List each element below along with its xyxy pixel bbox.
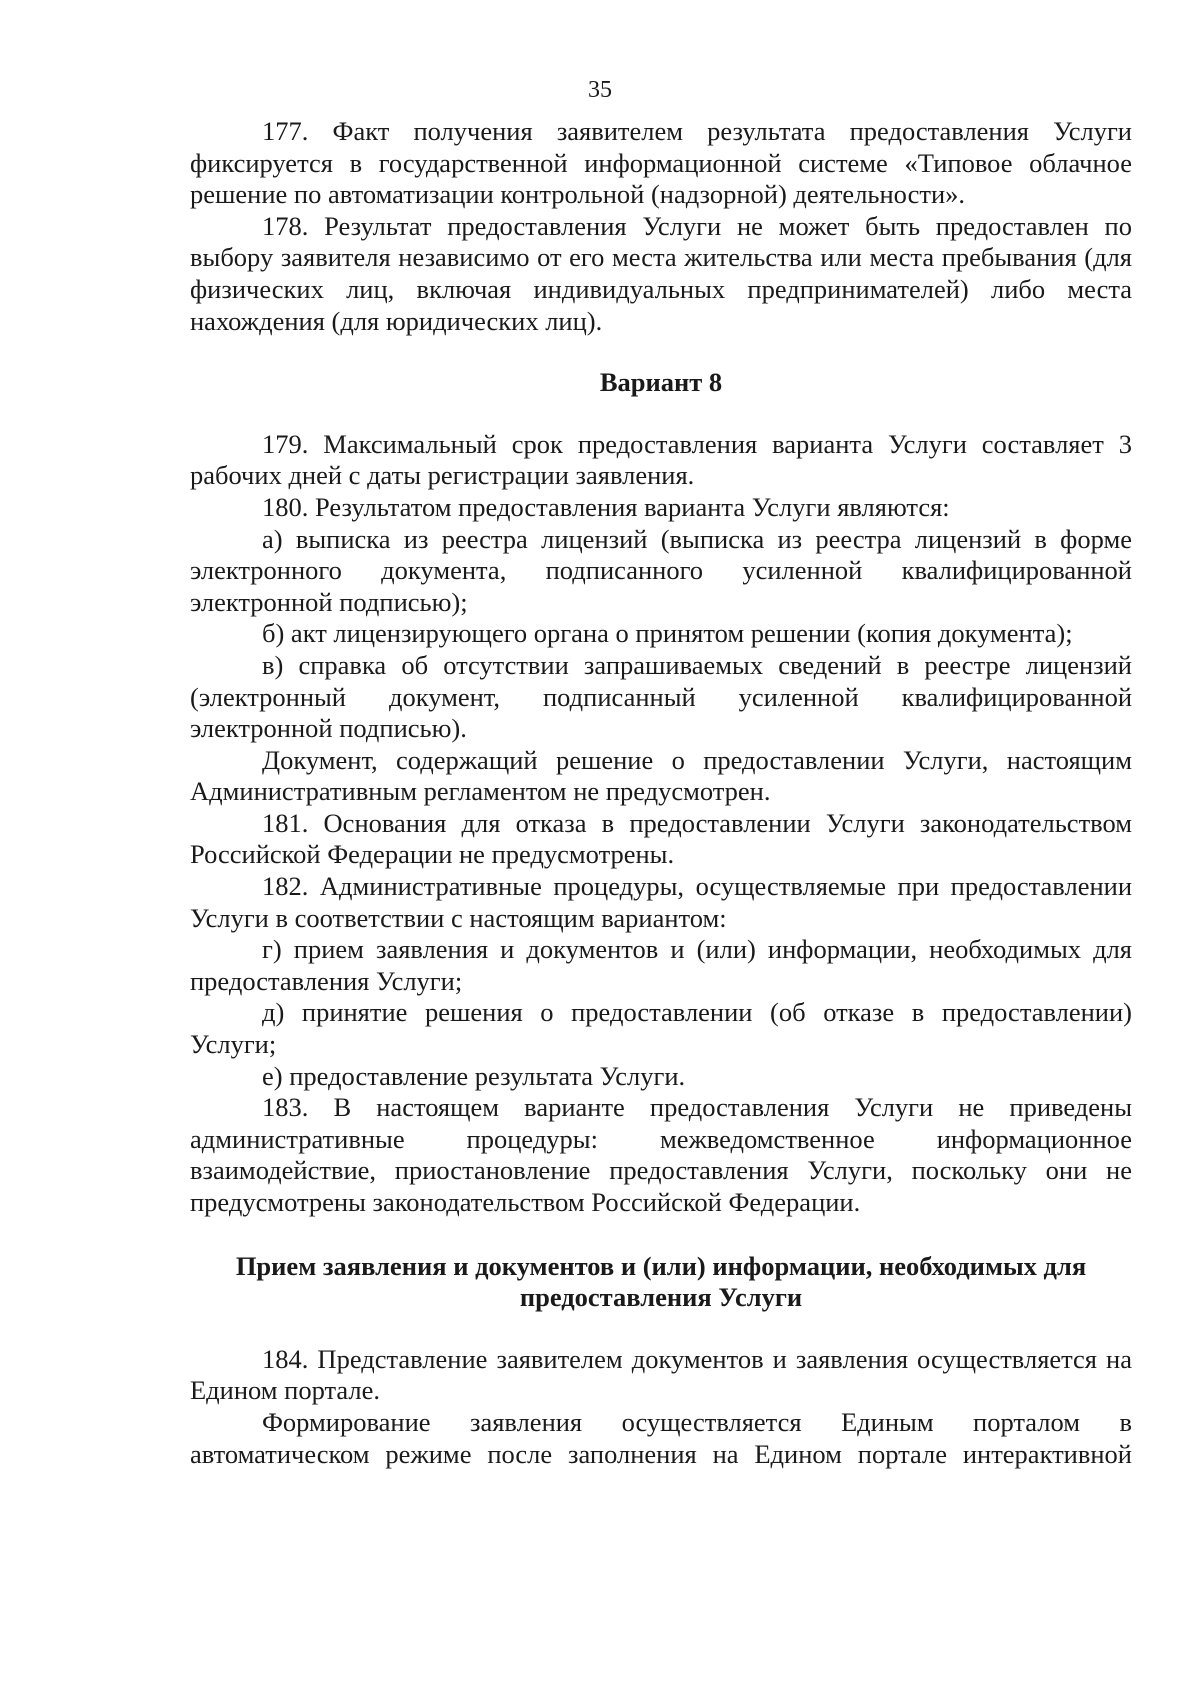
paragraph-177: 177. Факт получения заявителем результата предоставления Услуги фиксируется в государственной информационной системе «Типовое облачное решение по автоматизации контрольной (надзорной) деятельности».: [190, 116, 1132, 210]
paragraph-179: 179. Максимальный срок предоставления варианта Услуги составляет 3 рабочих дней с даты регистрации заявления.: [190, 428, 1132, 491]
variant-heading: Вариант 8: [599, 367, 723, 398]
paragraph-184: 184. Представление заявителем документов и заявления осуществляется на Едином портале.: [190, 1343, 1132, 1406]
paragraph-184-formation: Формирование заявления осуществляется Единым порталом в автоматическом режиме после заполнения на Едином портале интерактивной: [190, 1406, 1132, 1469]
paragraph-180: 180. Результатом предоставления варианта Услуги являются:: [262, 491, 950, 522]
paragraph-183: 183. В настоящем варианте предоставления Услуги не приведены административные процедуры: межведомственное информационное взаимодействие, приостановление предоставления Услуги, поскольку они не предусмотрены законодательством Российской Федерации.: [190, 1092, 1132, 1217]
section-heading: Прием заявления и документов и (или) информации, необходимых для предоставления Услуги: [235, 1250, 1087, 1313]
paragraph-182: 182. Административные процедуры, осуществляемые при предоставлении Услуги в соответствии с настоящим вариантом:: [190, 871, 1132, 933]
list-item-182-d: д) принятие решения о предоставлении (об отказе в предоставлении) Услуги;: [190, 997, 1132, 1060]
document-body: [190, 116, 1132, 1470]
list-item-182-g: г) прием заявления и документов и (или) информации, необходимых для предоставления Услуги;: [190, 934, 1132, 996]
paragraph-181: 181. Основания для отказа в предоставлении Услуги законодательством Российской Федерации не предусмотрены.: [190, 807, 1132, 870]
list-item-180-b: б) акт лицензирующего органа о принятом решении (копия документа);: [262, 618, 1073, 649]
paragraph-180-document: Документ, содержащий решение о предоставлении Услуги, настоящим Административным регламентом не предусмотрен.: [190, 744, 1132, 807]
list-item-180-c: в) справка об отсутствии запрашиваемых сведений в реестре лицензий (электронный документ, подписанный усиленной квалифицированной электронной подписью).: [190, 649, 1132, 744]
paragraph-178: 178. Результат предоставления Услуги не может быть предоставлен по выбору заявителя независимо от его места жительства или места пребывания (для физических лиц, включая индивидуальных предпринимателей) либо места нахождения (для юридических лиц).: [190, 210, 1132, 336]
list-item-182-e: е) предоставление результата Услуги.: [262, 1060, 686, 1091]
page-number: 35: [588, 77, 612, 103]
list-item-180-a: а) выписка из реестра лицензий (выписка из реестра лицензий в форме электронного документа, подписанного усиленной квалифицированной электронной подписью);: [190, 523, 1132, 617]
